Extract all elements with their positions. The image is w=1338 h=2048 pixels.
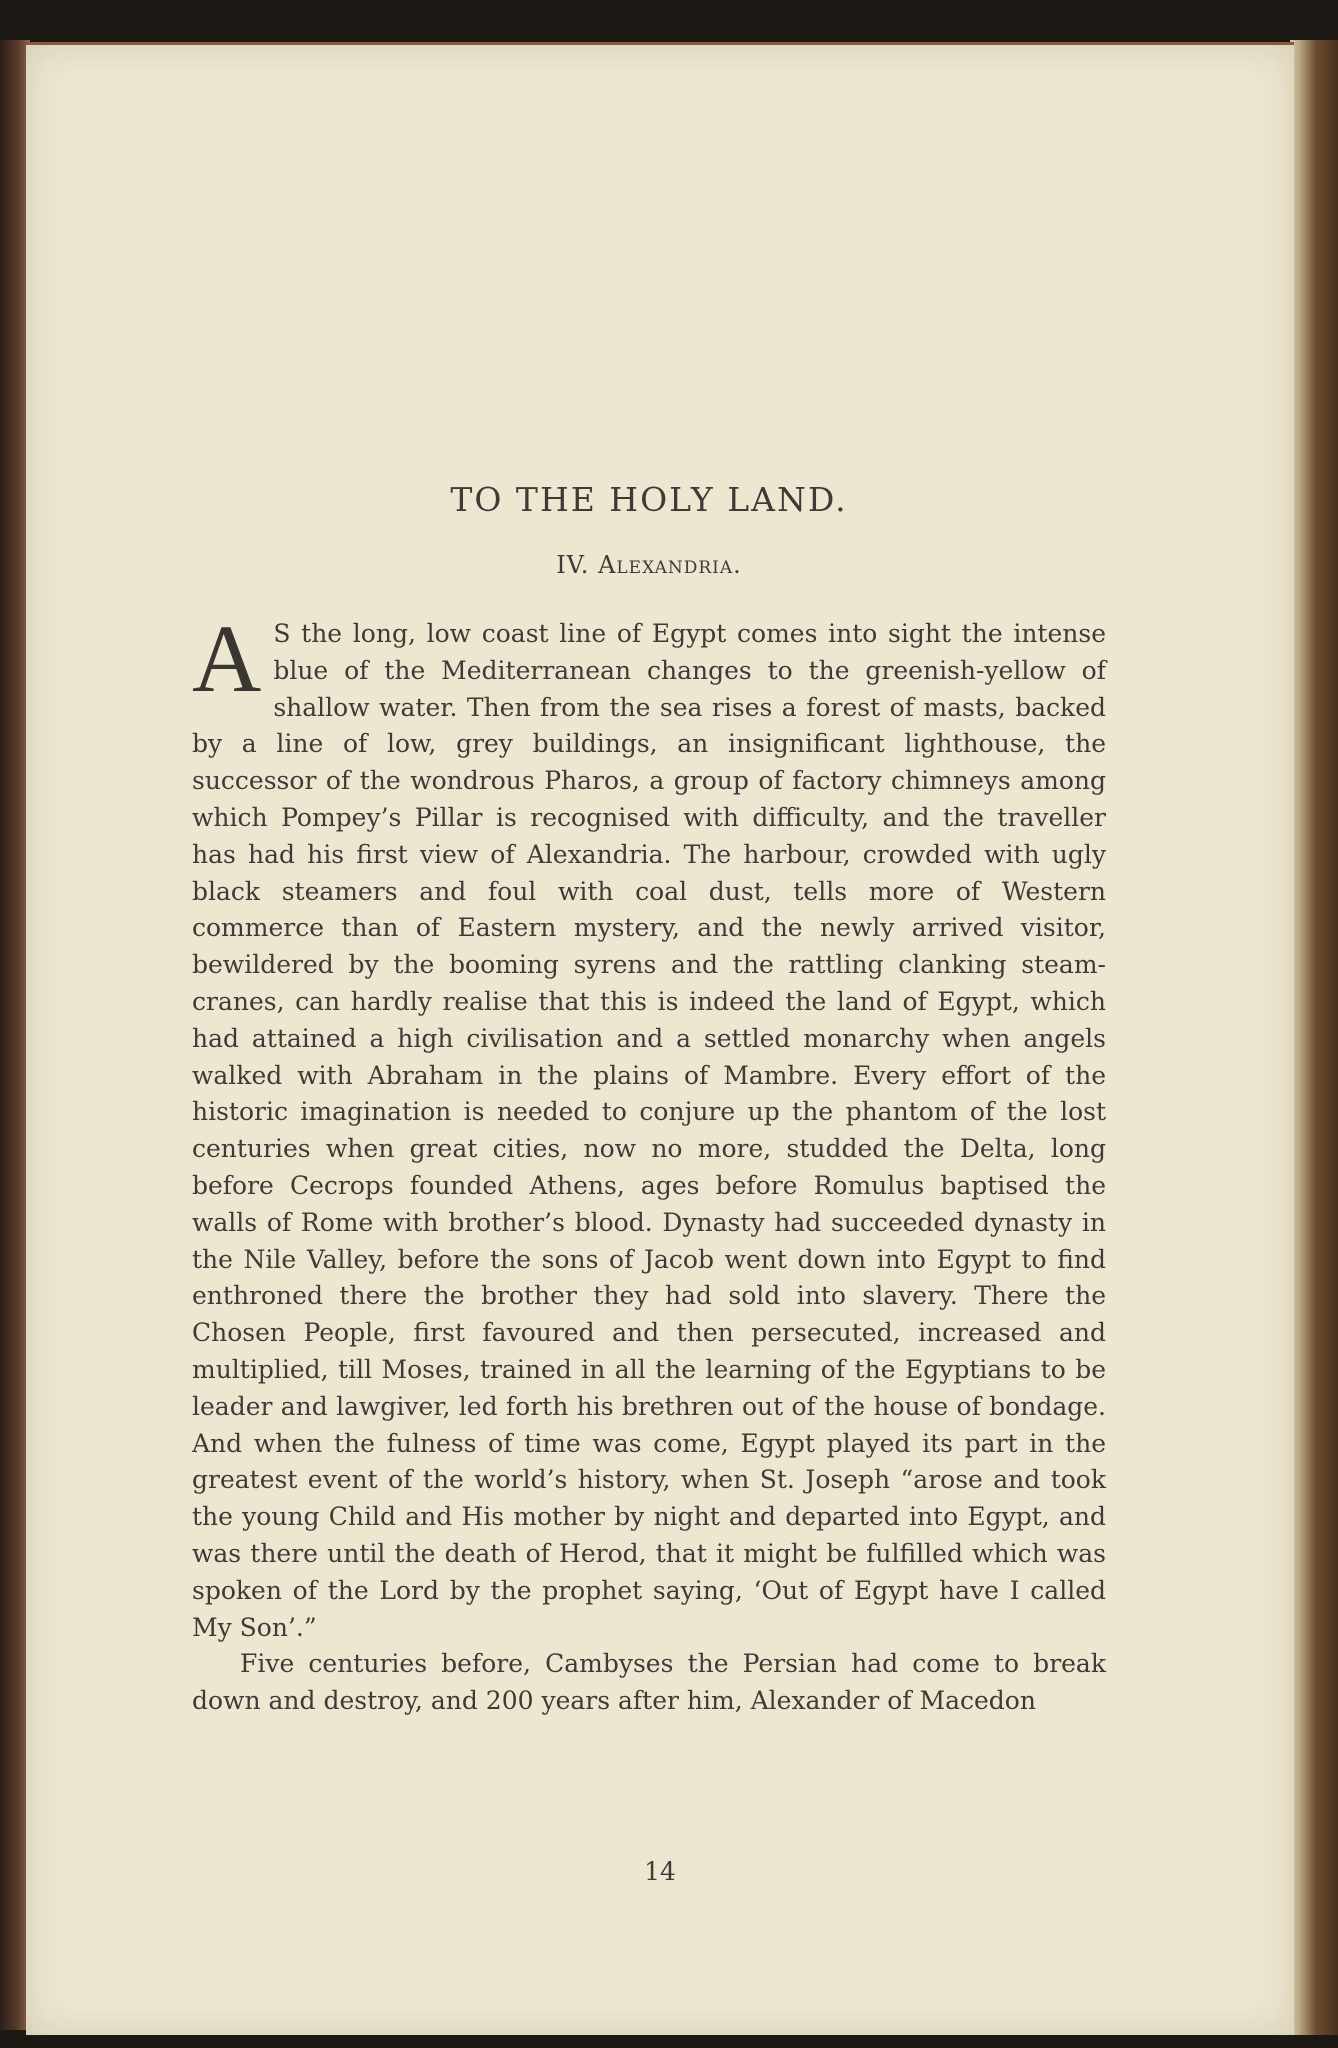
chapter-heading: IV. Alexandria.	[556, 551, 742, 579]
book-cover-edge	[1290, 40, 1338, 2035]
drop-cap: A	[192, 605, 262, 712]
book-page	[26, 42, 1294, 2035]
paragraph-1	[192, 605, 1106, 1646]
page-number: 14	[644, 1857, 676, 1886]
paragraph-2: Five centuries before, Cambyses the Persian had come to break down and destroy, and 200 years after him, Alexander of Macedon	[192, 1649, 1106, 1716]
running-title: TO THE HOLY LAND.	[450, 480, 848, 519]
text-block	[192, 480, 1106, 1720]
paragraph-1-text: S the long, low coast line of Egypt comes into sight the intense blue of the Mediterranean changes to the greenish-yellow of shallow water. Then from the sea rises a forest of masts, backed by a line of low, grey buildings, an insignificant lighthouse, the successor of the wondrous Pharos, a group of factory chimneys among which Pompey’s Pillar is recognised with difficulty, and the traveller has had his first view of Alexandria. The harbour, crowded with ugly black steamers and foul with coal dust, tells more of Western commerce than of Eastern mystery, and the newly arrived visitor, bewildered by the booming syrens and the rattling clanking steam-cranes, can hardly realise that this is indeed the land of Egypt, which had attained a high civilisation and a settled monarchy when angels walked with Abraham in the plains of Mambre. Every effort of the historic imagination is needed to conjure up the phantom of the lost centuries when great cities, now no more, studded the Delta, long before Cecrops founded Athens, ages before Romulus baptised the walls of Rome with brother’s blood. Dynasty had succeeded dynasty in the Nile Valley, before the sons of Jacob went down into Egypt to find enthroned there the brother they had sold into slavery. There the Chosen People, first favoured and then persecuted, increased and multiplied, till Moses, trained in all the learning of the Egyptians to be leader and lawgiver, led forth his brethren out of the house of bondage. And when the fulness of time was come, Egypt played its part in the greatest event of the world’s history, when St. Joseph “arose and took the young Child and His mother by night and departed into Egypt, and was there until the death of Herod, that it might be fulfilled which was spoken of the Lord by the prophet saying, ‘Out of Egypt have I called My Son’.”	[192, 619, 1106, 1642]
